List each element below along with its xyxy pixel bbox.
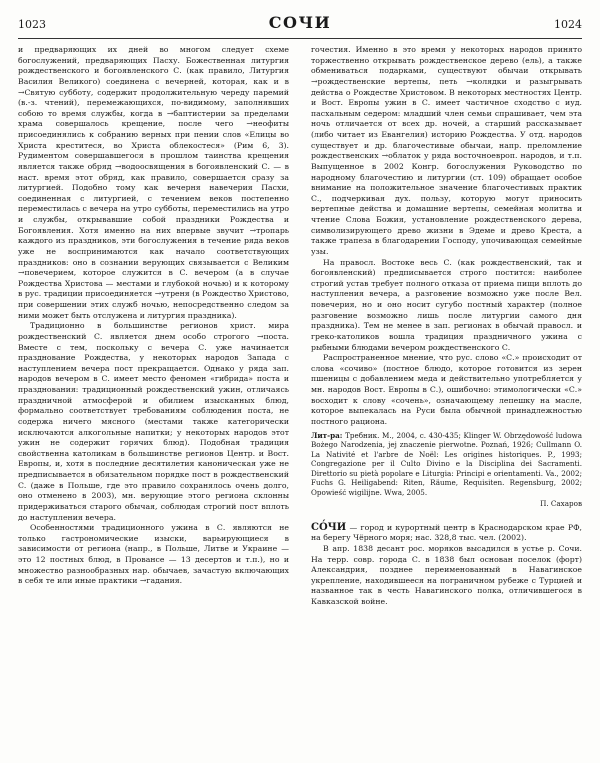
literature-list — [311, 431, 582, 498]
left-column — [18, 45, 289, 751]
paragraph: Традиционно в большинстве регионов христ. мира рождественский С. является днем особо строгого →поста. Вместе с тем, поскольку с вечера С. уже начинается празднование Рождества, у некоторых народов Запада с наступлением вечера пост прекращается. Однако у ряда зап. народов вечером в С. имеет место феномен «гибрида» поста и празднования: традиционный рождественский ужин, отличаясь праздничной атмосферой и обилием изысканных блюд, формально соответствует требованиям соблюдения поста, не содержа ничего мясного (местами также категорически исключаются алкогольные напитки; у некоторых народов этот ужин не содержит горячих блюд). Подобная традиция свойственна католикам в большинстве регионов Центр. и Вост. Европы, и, хотя в последние десятилетия каноническая уже не предписывается в обязательном порядке пост в рождественский С. (даже в Польше, где это правило сохранялось очень долго, оно отменено в 2003), мн. верующие этого региона склонны придерживаться старого обычая, соблюдая строгий пост вплоть до наступления вечера. — [18, 321, 289, 522]
article-definition: — город и курортный центр в Краснодарском крае РФ, на берегу Чёрного моря; нас. 328,8 тыс. чел. (2002). — [311, 522, 582, 543]
literature-text: Требник. М., 2004, с. 430-435; Klinger W. Obrzędowość ludowa Bożego Narodzenia, jej znaczenie pierwotne. Poznań, 1926; Cullmann O. La Nativité et l'arbre de Noël: Les origines historiques. P., 1993; Congregazione per il Culto Divino e la Disciplina dei Sacramenti. Direttorio su pietà popolare e Liturgia: Principi e orientamenti. Va., 2002; Fuchs G. Heiligabend: Riten, Räume, Requisiten. Regensburg, 2002; Opowieść wigilijne. Wwa, 2005. — [311, 430, 582, 498]
literature-label: Лит-ра: — [311, 430, 343, 440]
page-number-left: 1023 — [18, 18, 46, 31]
header-rule — [18, 38, 582, 39]
author-signature: П. Сахаров — [540, 498, 582, 508]
paragraph: Особенностями традиционного ужина в С. являются не только гастрономические изыски, варьирующиеся в зависимости от региона (напр., в Польше, Литве и Украине — это 12 постных блюд, в Провансе — 13 десертов и т.п.), но и множество разнообразных нар. обычаев, зачастую включающих в себя те или иные практики →гадания. — [18, 523, 289, 586]
article-intro — [311, 523, 582, 544]
running-header — [18, 10, 582, 40]
running-title: СОЧИ — [268, 13, 332, 32]
article-body: В апр. 1838 десант рос. моряков высадился в устье р. Сочи. На терр. совр. города С. в 1838 был основан поселок (форт) Александрия, позднее переименованный в Навагинское укрепление, находившееся на пограничном рубеже с Турцией и названное так в честь Навагинского полка, отличившегося в Кавказской войне. — [311, 543, 582, 607]
paragraph: гочестия. Именно в это время у некоторых народов принято торжественно открывать рождественское дерево (ель), а также обмениваться подарками, существуют обычаи открывать →рождественские вертепы, петь →колядки и разыгрывать действа о Рождестве Христовом. В некоторых местностях Центр. и Вост. Европы ужин в С. имеет частичное сходство с иуд. пасхальным седером: младший член семьи спрашивает, чем эта ночь отличается от всех др. ночей, а старший рассказывает (либо читает из Евангелия) историю Рождества. У отд. народов существует и др. благочестивые обычаи, напр. преломление рождественских →облаток у ряда восточноевроп. народов, и т.п. Выпущенное в 2002 Конгр. богослужения Руководство по народному благочестию и литургии (ст. 109) обращает особое внимание на положительное значение благочестивых практик С., подчеркивая дух. пользу, которую могут приносить вертепные действа и домашние вертепы, семейная молитва и чтение Слова Божия, установление рождественского дерева, символизирующего древо жизни в Эдеме и древо Креста, а также трапеза в благодарении Господу, упочивающая семейные узы. — [311, 45, 582, 256]
article-headword: СО́ЧИ — [311, 521, 347, 533]
paragraph: и предваряющих их дней во многом следует схеме богослужений, предваряющих Пасху. Божественная литургия рождественского и богоявленского С. (как правило, Литургия Василия Великого) соединена с вечерней, которая, как и в →Святую субботу, содержит продолжительную череду паремий (в.-з. чтений), перемежающихся, по-видимому, заполнявших собою то время службы, когда в →баптистерии за пределами храма совершалось крещение, после чего →неофиты присоединялись к собранию верных при пении слов «Елицы во Христа креститеся, во Христа облекостеся» (Рим 6, 3). Рудиментом совершавшегося в прошлом таинства крещения является также обряд →водоосвящения в богоявленский С. — в наст. время этот обряд, как правило, совершается сразу за литургией. Подобно тому как вечерня навечерия Пасхи, соединенная с литургией, с течением веков постепенно переместилась с вечера на утро субботы, переместились на утро и службы, открывавшие собой праздники Рождества и Богоявления. Хотя именно на них впервые звучит →тропарь каждого из праздников, эти богослужения в течение ряда веков уже не воспринимаются как начало соответствующих праздников: оно в сознании верующих связывается с Великим →повечерием, которое служится в С. вечером (а в случае Рождества Христова — местами и глубокой ночью) и к которому в рус. традиции присоединяется →утреня (в Рождество Христово, при совершении этих служб ночью, непосредственно следом за ними может быть отслужена и литургия праздника). — [18, 45, 289, 320]
page-number-right: 1024 — [554, 18, 582, 31]
paragraph: На правосл. Востоке весь С. (как рождественский, так и богоявленский) предписывается строго постится: наиболее строгий устав требует полного отказа от приема пищи вплоть до наступления вечера, а разговение возможно уже после Вел. повечерия, но и оно носит сугубо постный характер (полное разговение возможно лишь после литургии самого дня праздника). Тем не менее в зап. регионах в обычай правосл. и греко-католиков вошла традиция праздничного ужина с рыбными блюдами вечером рождественского С. — [311, 257, 582, 352]
paragraph: Распространенное мнение, что рус. слово «С.» происходит от слова «сочиво» (постное блюдо, которое готовится из зерен пшеницы с добавлением меда и действительно употребляется у мн. народов Вост. Европы в С.), ошибочно: этимологически «С.» восходит к слову «сочень», означающему лепешку на масле, которое выпекалась на Руси была обычной принадлежностью постного рациона. — [311, 353, 582, 426]
right-column — [311, 45, 582, 751]
